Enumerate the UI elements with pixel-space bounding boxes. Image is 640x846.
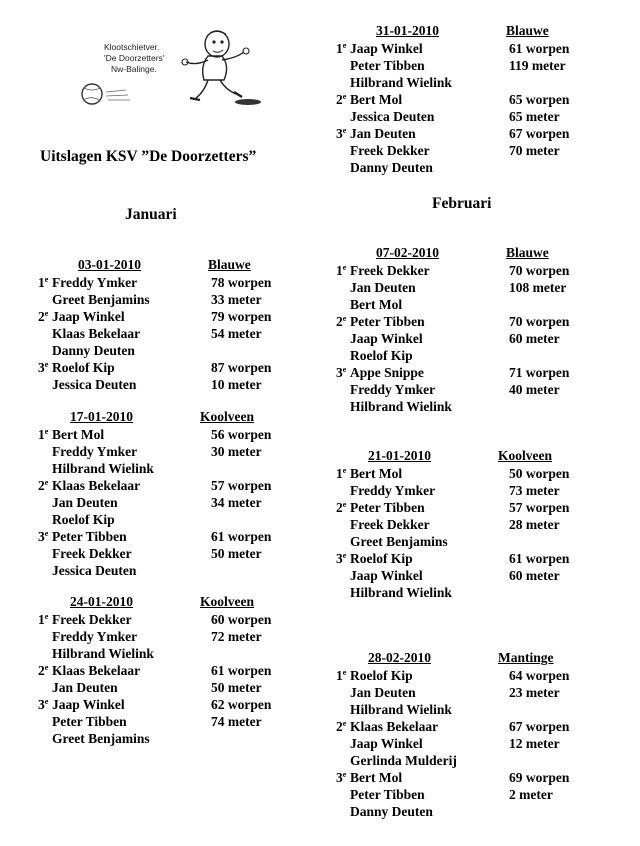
player-result: 60 worpen xyxy=(211,612,272,627)
result-row xyxy=(38,426,278,443)
event-date: 03-01-2010 xyxy=(78,257,141,272)
player-name: Greet Benjamins xyxy=(350,534,448,549)
player-name: Freek Dekker xyxy=(52,546,132,561)
rank-label xyxy=(336,499,346,516)
player-name: Hilbrand Wielink xyxy=(350,399,452,414)
rank-number: 1 xyxy=(336,668,343,683)
player-name: Bert Mol xyxy=(52,427,105,442)
result-row xyxy=(336,57,576,74)
rank-suffix: e xyxy=(342,466,347,475)
rank-suffix: e xyxy=(342,92,347,101)
event-venue: Koolveen xyxy=(200,594,254,609)
result-row xyxy=(336,125,576,142)
event-header xyxy=(336,245,576,262)
rank-label xyxy=(38,662,48,679)
result-row xyxy=(336,279,576,296)
rank-number: 1 xyxy=(336,41,343,56)
player-name: Roelof Kip xyxy=(350,551,413,566)
rank-number: 2 xyxy=(38,663,45,678)
rank-suffix: e xyxy=(44,360,49,369)
rank-suffix: e xyxy=(342,365,347,374)
player-name: Jan Deuten xyxy=(350,685,416,700)
page-title: Uitslagen KSV ”De Doorzetters” xyxy=(40,148,257,165)
bowler-illustration-icon xyxy=(36,22,286,114)
result-row xyxy=(38,545,278,562)
result-row xyxy=(336,159,576,176)
player-result: 87 worpen xyxy=(211,360,272,375)
player-name: Jessica Deuten xyxy=(52,377,137,392)
player-name: Klaas Bekelaar xyxy=(52,478,141,493)
result-row xyxy=(336,667,576,684)
player-name: Gerlinda Mulderij xyxy=(350,753,457,768)
player-name: Jessica Deuten xyxy=(52,563,137,578)
rank-number: 2 xyxy=(38,478,45,493)
player-result: 50 meter xyxy=(211,546,262,561)
result-row xyxy=(38,562,278,579)
player-name: Jan Deuten xyxy=(52,680,118,695)
result-row xyxy=(336,718,576,735)
player-name: Danny Deuten xyxy=(350,804,433,819)
player-name: Bert Mol xyxy=(350,92,403,107)
player-result: 74 meter xyxy=(211,714,262,729)
player-name: Peter Tibben xyxy=(350,58,425,73)
result-row xyxy=(38,325,278,342)
result-row xyxy=(336,381,576,398)
player-name: Jaap Winkel xyxy=(350,331,423,346)
player-result: 64 worpen xyxy=(509,668,570,683)
result-row xyxy=(38,645,278,662)
player-result: 57 worpen xyxy=(509,500,570,515)
player-name: Jaap Winkel xyxy=(52,697,125,712)
event-venue: Koolveen xyxy=(498,448,552,463)
player-name: Freddy Ymker xyxy=(52,444,138,459)
result-row xyxy=(38,443,278,460)
result-row xyxy=(336,74,576,91)
rank-suffix: e xyxy=(342,770,347,779)
result-row xyxy=(336,735,576,752)
player-name: Peter Tibben xyxy=(350,314,425,329)
rank-number: 3 xyxy=(336,365,343,380)
player-name: Hilbrand Wielink xyxy=(350,75,452,90)
rank-suffix: e xyxy=(44,612,49,621)
result-row xyxy=(336,584,576,601)
rank-number: 3 xyxy=(336,551,343,566)
player-name: Hilbrand Wielink xyxy=(52,461,154,476)
result-row xyxy=(336,347,576,364)
rank-number: 1 xyxy=(38,275,45,290)
result-row xyxy=(38,662,278,679)
event-block xyxy=(38,257,278,393)
rank-label xyxy=(38,274,48,291)
event-header xyxy=(336,23,576,40)
result-row xyxy=(38,477,278,494)
rank-number: 1 xyxy=(38,427,45,442)
player-result: 62 worpen xyxy=(211,697,272,712)
player-name: Freek Dekker xyxy=(350,263,430,278)
result-row xyxy=(336,262,576,279)
rank-number: 2 xyxy=(336,500,343,515)
player-result: 33 meter xyxy=(211,292,262,307)
rank-suffix: e xyxy=(342,551,347,560)
rank-suffix: e xyxy=(44,478,49,487)
event-header xyxy=(336,448,576,465)
player-result: 30 meter xyxy=(211,444,262,459)
rank-number: 3 xyxy=(38,529,45,544)
player-name: Jaap Winkel xyxy=(52,309,125,324)
event-date: 31-01-2010 xyxy=(376,23,439,38)
rank-suffix: e xyxy=(342,314,347,323)
month-heading-januari: Januari xyxy=(125,206,177,223)
result-row xyxy=(336,364,576,381)
player-name: Freddy Ymker xyxy=(350,382,436,397)
logo-line-3: Nw-Balinge. xyxy=(111,64,157,74)
event-block xyxy=(336,448,576,601)
result-row xyxy=(336,313,576,330)
player-result: 69 worpen xyxy=(509,770,570,785)
result-row xyxy=(336,499,576,516)
player-name: Danny Deuten xyxy=(350,160,433,175)
player-name: Klaas Bekelaar xyxy=(52,326,141,341)
rank-number: 2 xyxy=(336,314,343,329)
result-row xyxy=(336,752,576,769)
player-name: Hilbrand Wielink xyxy=(350,585,452,600)
rank-number: 2 xyxy=(336,92,343,107)
player-result: 119 meter xyxy=(509,58,566,73)
event-date: 07-02-2010 xyxy=(376,245,439,260)
player-result: 61 worpen xyxy=(509,551,570,566)
result-row xyxy=(336,91,576,108)
rank-label xyxy=(336,718,346,735)
player-name: Freek Dekker xyxy=(52,612,132,627)
event-header xyxy=(38,594,278,611)
rank-suffix: e xyxy=(342,719,347,728)
rank-number: 3 xyxy=(38,697,45,712)
event-block xyxy=(336,23,576,176)
result-row xyxy=(38,460,278,477)
result-row xyxy=(38,628,278,645)
club-logo xyxy=(36,22,286,114)
player-result: 70 worpen xyxy=(509,263,570,278)
player-name: Freek Dekker xyxy=(350,517,430,532)
event-date: 17-01-2010 xyxy=(70,409,133,424)
player-result: 61 worpen xyxy=(211,663,272,678)
player-result: 60 meter xyxy=(509,568,560,583)
player-result: 50 worpen xyxy=(509,466,570,481)
event-block xyxy=(336,650,576,820)
player-result: 2 meter xyxy=(509,787,553,802)
rank-suffix: e xyxy=(44,697,49,706)
player-name: Roelof Kip xyxy=(52,360,115,375)
result-row xyxy=(38,376,278,393)
rank-number: 1 xyxy=(336,466,343,481)
event-venue: Blauwe xyxy=(506,23,549,38)
rank-suffix: e xyxy=(342,126,347,135)
player-name: Jan Deuten xyxy=(350,126,416,141)
result-row xyxy=(38,679,278,696)
result-row xyxy=(336,684,576,701)
result-row xyxy=(38,359,278,376)
result-row xyxy=(336,296,576,313)
player-result: 67 worpen xyxy=(509,719,570,734)
rank-suffix: e xyxy=(342,263,347,272)
player-name: Freek Dekker xyxy=(350,143,430,158)
rank-label xyxy=(336,465,346,482)
player-result: 23 meter xyxy=(509,685,560,700)
result-row xyxy=(336,533,576,550)
rank-label xyxy=(336,125,346,142)
player-result: 54 meter xyxy=(211,326,262,341)
player-name: Greet Benjamins xyxy=(52,292,150,307)
player-name: Jaap Winkel xyxy=(350,568,423,583)
player-name: Hilbrand Wielink xyxy=(52,646,154,661)
result-row xyxy=(336,786,576,803)
event-date: 24-01-2010 xyxy=(70,594,133,609)
rank-label xyxy=(38,426,48,443)
player-result: 108 meter xyxy=(509,280,567,295)
player-name: Peter Tibben xyxy=(350,500,425,515)
rank-label xyxy=(336,364,346,381)
rank-label xyxy=(336,667,346,684)
event-venue: Mantinge xyxy=(498,650,554,665)
result-row xyxy=(336,398,576,415)
player-name: Jaap Winkel xyxy=(350,41,423,56)
player-name: Jessica Deuten xyxy=(350,109,435,124)
result-row xyxy=(336,142,576,159)
player-name: Peter Tibben xyxy=(52,714,127,729)
event-date: 28-02-2010 xyxy=(368,650,431,665)
player-name: Freddy Ymker xyxy=(52,275,138,290)
player-name: Peter Tibben xyxy=(52,529,127,544)
player-result: 67 worpen xyxy=(509,126,570,141)
player-name: Bert Mol xyxy=(350,466,403,481)
rank-suffix: e xyxy=(44,275,49,284)
player-name: Freddy Ymker xyxy=(52,629,138,644)
result-row xyxy=(336,701,576,718)
player-result: 61 worpen xyxy=(509,41,570,56)
player-result: 40 meter xyxy=(509,382,560,397)
rank-label xyxy=(336,550,346,567)
result-row xyxy=(336,769,576,786)
month-heading-februari: Februari xyxy=(432,195,492,212)
result-row xyxy=(38,342,278,359)
result-row xyxy=(38,274,278,291)
rank-number: 2 xyxy=(38,309,45,324)
event-header xyxy=(38,409,278,426)
player-name: Klaas Bekelaar xyxy=(350,719,439,734)
result-row xyxy=(336,803,576,820)
player-result: 79 worpen xyxy=(211,309,272,324)
player-result: 57 worpen xyxy=(211,478,272,493)
event-header xyxy=(38,257,278,274)
result-row xyxy=(38,308,278,325)
player-result: 56 worpen xyxy=(211,427,272,442)
player-name: Klaas Bekelaar xyxy=(52,663,141,678)
player-result: 70 meter xyxy=(509,143,560,158)
player-result: 73 meter xyxy=(509,483,560,498)
event-venue: Blauwe xyxy=(208,257,251,272)
player-name: Hilbrand Wielink xyxy=(350,702,452,717)
rank-suffix: e xyxy=(44,309,49,318)
rank-number: 3 xyxy=(336,126,343,141)
event-venue: Koolveen xyxy=(200,409,254,424)
event-block xyxy=(38,409,278,579)
player-result: 12 meter xyxy=(509,736,560,751)
rank-number: 3 xyxy=(38,360,45,375)
rank-number: 1 xyxy=(336,263,343,278)
result-row xyxy=(38,730,278,747)
rank-suffix: e xyxy=(342,500,347,509)
rank-label xyxy=(38,611,48,628)
player-result: 78 worpen xyxy=(211,275,272,290)
player-name: Roelof Kip xyxy=(52,512,115,527)
rank-label xyxy=(38,528,48,545)
player-name: Freddy Ymker xyxy=(350,483,436,498)
rank-number: 2 xyxy=(336,719,343,734)
result-row xyxy=(336,567,576,584)
rank-label xyxy=(336,313,346,330)
result-row xyxy=(38,528,278,545)
logo-line-2: 'De Doorzetters' xyxy=(104,53,165,63)
logo-line-1: Klootschietver. xyxy=(104,42,160,52)
player-name: Jan Deuten xyxy=(350,280,416,295)
event-venue: Blauwe xyxy=(506,245,549,260)
rank-suffix: e xyxy=(342,668,347,677)
player-name: Jaap Winkel xyxy=(350,736,423,751)
rank-label xyxy=(336,769,346,786)
rank-label xyxy=(336,262,346,279)
event-block xyxy=(336,245,576,415)
result-row xyxy=(336,40,576,57)
result-row xyxy=(336,330,576,347)
result-row xyxy=(336,108,576,125)
player-name: Peter Tibben xyxy=(350,787,425,802)
player-name: Danny Deuten xyxy=(52,343,135,358)
rank-label xyxy=(38,477,48,494)
rank-label xyxy=(336,40,346,57)
result-row xyxy=(336,550,576,567)
rank-suffix: e xyxy=(44,427,49,436)
rank-label xyxy=(38,696,48,713)
rank-label xyxy=(38,359,48,376)
player-result: 28 meter xyxy=(509,517,560,532)
player-result: 61 worpen xyxy=(211,529,272,544)
player-name: Greet Benjamins xyxy=(52,731,150,746)
player-name: Bert Mol xyxy=(350,297,403,312)
player-result: 65 worpen xyxy=(509,92,570,107)
result-row xyxy=(38,713,278,730)
result-row xyxy=(38,291,278,308)
rank-number: 1 xyxy=(38,612,45,627)
player-result: 70 worpen xyxy=(509,314,570,329)
player-name: Roelof Kip xyxy=(350,668,413,683)
rank-label xyxy=(38,308,48,325)
result-row xyxy=(38,696,278,713)
result-row xyxy=(336,465,576,482)
player-result: 60 meter xyxy=(509,331,560,346)
player-result: 10 meter xyxy=(211,377,262,392)
rank-suffix: e xyxy=(342,41,347,50)
player-result: 65 meter xyxy=(509,109,560,124)
result-row xyxy=(38,494,278,511)
rank-suffix: e xyxy=(44,529,49,538)
event-header xyxy=(336,650,576,667)
player-result: 71 worpen xyxy=(509,365,570,380)
result-row xyxy=(38,611,278,628)
event-date: 21-01-2010 xyxy=(368,448,431,463)
player-name: Appe Snippe xyxy=(350,365,424,380)
player-name: Bert Mol xyxy=(350,770,403,785)
event-block xyxy=(38,594,278,747)
rank-suffix: e xyxy=(44,663,49,672)
player-result: 34 meter xyxy=(211,495,262,510)
result-row xyxy=(336,516,576,533)
result-row xyxy=(38,511,278,528)
result-row xyxy=(336,482,576,499)
rank-label xyxy=(336,91,346,108)
rank-number: 3 xyxy=(336,770,343,785)
player-result: 72 meter xyxy=(211,629,262,644)
player-name: Jan Deuten xyxy=(52,495,118,510)
player-name: Roelof Kip xyxy=(350,348,413,363)
player-result: 50 meter xyxy=(211,680,262,695)
